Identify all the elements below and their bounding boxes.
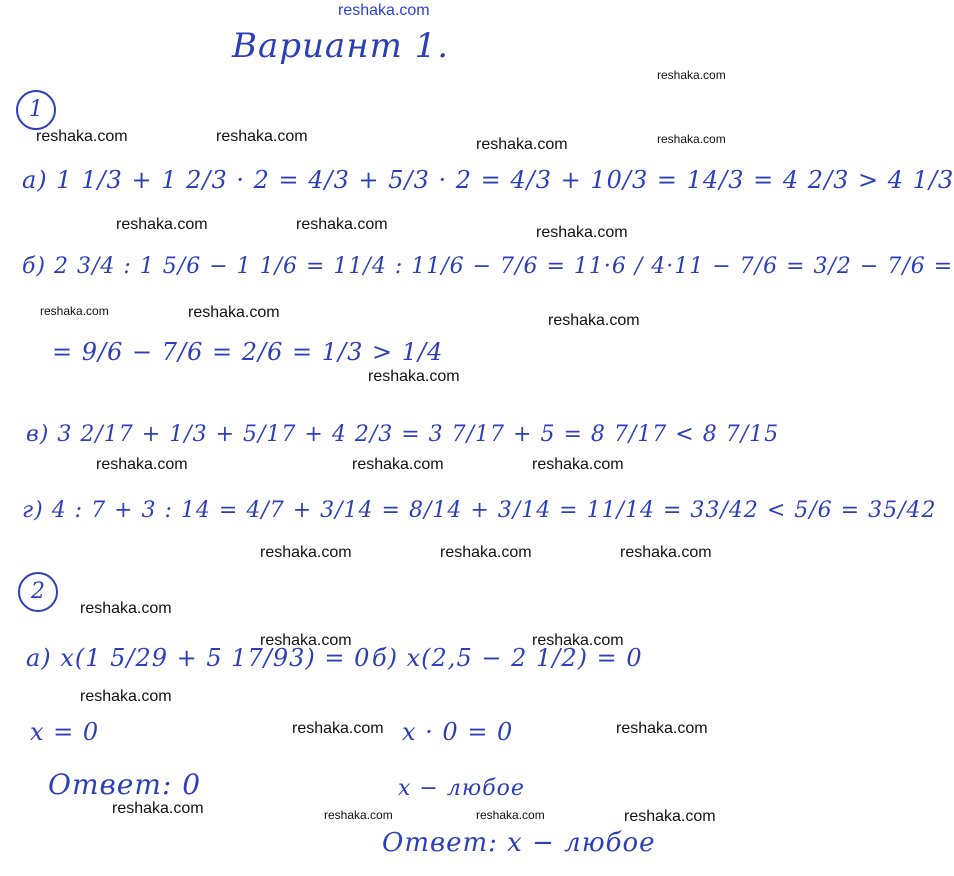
task1-v-solution: в) 3 2/17 + 1/3 + 5/17 + 4 2/3 = 3 7/17 + 5 = 8 7/17 < 8 7/15 bbox=[26, 422, 780, 447]
task2-a-equation: а) x(1 5/29 + 5 17/93) = 0 bbox=[26, 644, 371, 672]
task2-b-note: x − любое bbox=[398, 776, 525, 801]
watermark: reshaka.com bbox=[96, 456, 188, 473]
watermark: reshaka.com bbox=[657, 68, 726, 82]
watermark: reshaka.com bbox=[616, 720, 708, 737]
watermark: reshaka.com bbox=[292, 720, 384, 737]
watermark: reshaka.com bbox=[620, 544, 712, 561]
task-number-1: 1 bbox=[16, 90, 56, 130]
watermark: reshaka.com bbox=[536, 224, 628, 241]
task-number-2: 2 bbox=[18, 572, 58, 612]
watermark: reshaka.com bbox=[476, 808, 545, 822]
variant-title: Вариант 1. bbox=[232, 26, 450, 66]
task1-b-solution-line2: = 9/6 − 7/6 = 2/6 = 1/3 > 1/4 bbox=[52, 338, 444, 366]
task1-a-solution: а) 1 1/3 + 1 2/3 · 2 = 4/3 + 5/3 · 2 = 4/3 + 10/3 = 14/3 = 4 2/3 > 4 1/3 bbox=[22, 166, 954, 194]
watermark-top[interactable]: reshaka.com bbox=[338, 2, 430, 19]
watermark: reshaka.com bbox=[532, 456, 624, 473]
task1-g-solution: г) 4 : 7 + 3 : 14 = 4/7 + 3/14 = 8/14 + 3/14 = 11/14 = 33/42 < 5/6 = 35/42 bbox=[22, 498, 937, 523]
task1-b-solution-line1: б) 2 3/4 : 1 5/6 − 1 1/6 = 11/4 : 11/6 − 7/6 = 11·6 / 4·11 − 7/6 = 3/2 − 7/6 = bbox=[22, 254, 954, 279]
watermark: reshaka.com bbox=[476, 136, 568, 153]
watermark: reshaka.com bbox=[36, 128, 128, 145]
task2-b-equation: б) x(2,5 − 2 1/2) = 0 bbox=[372, 644, 643, 672]
watermark: reshaka.com bbox=[260, 632, 352, 649]
watermark: reshaka.com bbox=[116, 216, 208, 233]
watermark: reshaka.com bbox=[296, 216, 388, 233]
watermark: reshaka.com bbox=[40, 304, 109, 318]
watermark: reshaka.com bbox=[80, 688, 172, 705]
task2-a-answer: Ответ: 0 bbox=[48, 768, 202, 801]
watermark: reshaka.com bbox=[260, 544, 352, 561]
watermark: reshaka.com bbox=[657, 132, 726, 146]
watermark: reshaka.com bbox=[440, 544, 532, 561]
watermark: reshaka.com bbox=[368, 368, 460, 385]
watermark: reshaka.com bbox=[352, 456, 444, 473]
watermark: reshaka.com bbox=[532, 632, 624, 649]
watermark: reshaka.com bbox=[112, 800, 204, 817]
watermark: reshaka.com bbox=[80, 600, 172, 617]
watermark: reshaka.com bbox=[324, 808, 393, 822]
watermark: reshaka.com bbox=[548, 312, 640, 329]
task2-b-answer: Ответ: x − любое bbox=[382, 828, 656, 858]
watermark: reshaka.com bbox=[188, 304, 280, 321]
watermark: reshaka.com bbox=[624, 808, 716, 825]
task2-a-solution: x = 0 bbox=[30, 718, 100, 746]
watermark: reshaka.com bbox=[216, 128, 308, 145]
task2-b-solution: x · 0 = 0 bbox=[402, 718, 514, 746]
